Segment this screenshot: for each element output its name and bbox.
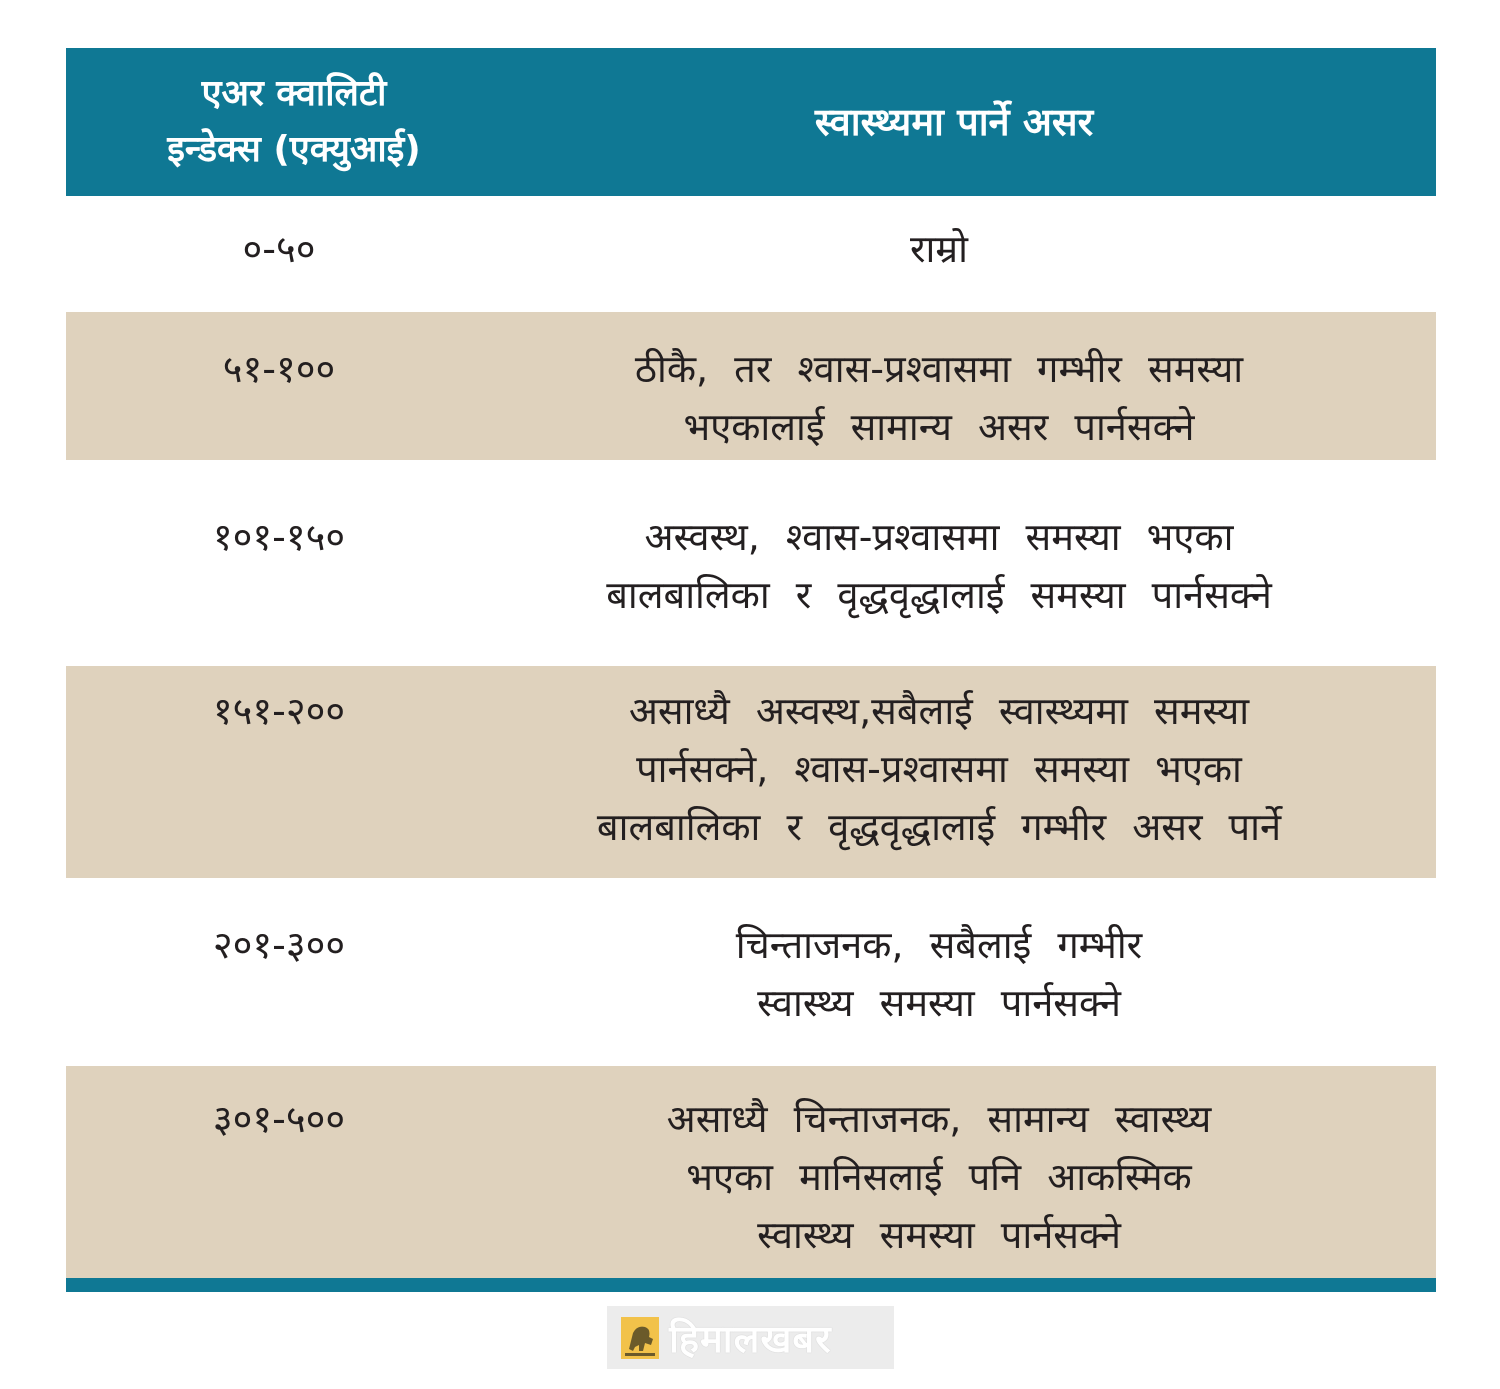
health-effect	[522, 220, 1436, 278]
table-row	[66, 878, 1436, 1066]
health-effect-line: असाध्यै अस्वस्थ,सबैलाई स्वास्थ्यमा समस्या	[628, 689, 1250, 733]
table-row	[66, 460, 1436, 666]
table-bottom-bar	[66, 1278, 1436, 1292]
table-header	[66, 48, 1436, 196]
aqi-range: ५१-१००	[222, 347, 336, 391]
health-effect	[522, 340, 1436, 456]
health-effect-line: राम्रो	[910, 227, 968, 271]
health-effect	[522, 1090, 1436, 1264]
health-effect-line: असाध्यै चिन्ताजनक, सामान्य स्वास्थ्य	[666, 1097, 1212, 1141]
table-row	[66, 666, 1436, 878]
health-effect-line: भएका मानिसलाई पनि आकस्मिक	[686, 1155, 1192, 1199]
health-effect	[522, 916, 1436, 1032]
aqi-range: २०१-३००	[212, 923, 346, 967]
header-health-effect: स्वास्थ्यमा पार्ने असर	[814, 100, 1094, 144]
aqi-range: १०१-१५०	[212, 515, 346, 559]
header-aqi-index	[66, 66, 522, 178]
health-effect	[522, 508, 1436, 624]
lion-emblem-icon	[621, 1317, 659, 1359]
health-effect	[522, 682, 1436, 856]
aqi-range: ०-५०	[242, 227, 316, 271]
health-effect-line: बालबालिका र वृद्धवृद्धालाई समस्या पार्नसक्ने	[606, 573, 1272, 617]
header-aqi-index-line1: एअर क्वालिटी	[201, 73, 387, 114]
aqi-range: ३०१-५००	[212, 1097, 346, 1141]
health-effect-line: स्वास्थ्य समस्या पार्नसक्ने	[757, 981, 1121, 1025]
aqi-range: १५१-२००	[212, 689, 346, 733]
health-effect-line: स्वास्थ्य समस्या पार्नसक्ने	[757, 1213, 1121, 1257]
health-effect-line: भएकालाई सामान्य असर पार्नसक्ने	[683, 405, 1195, 449]
aqi-table	[66, 48, 1436, 1292]
health-effect-line: ठीकै, तर श्वास-प्रश्वासमा गम्भीर समस्या	[634, 347, 1244, 391]
table-row	[66, 196, 1436, 312]
health-effect-line: चिन्ताजनक, सबैलाई गम्भीर	[735, 923, 1143, 967]
himalkhabar-logo	[607, 1306, 894, 1369]
health-effect-line: बालबालिका र वृद्धवृद्धालाई गम्भीर असर पार्ने	[596, 805, 1282, 849]
table-row	[66, 1066, 1436, 1278]
health-effect-line: अस्वस्थ, श्वास-प्रश्वासमा समस्या भएका	[644, 515, 1234, 559]
header-aqi-index-line2: इन्डेक्स (एक्युआई)	[167, 129, 421, 170]
health-effect-line: पार्नसक्ने, श्वास-प्रश्वासमा समस्या भएका	[636, 747, 1242, 791]
logo-text: हिमालखबर	[669, 1316, 832, 1361]
table-row	[66, 312, 1436, 460]
